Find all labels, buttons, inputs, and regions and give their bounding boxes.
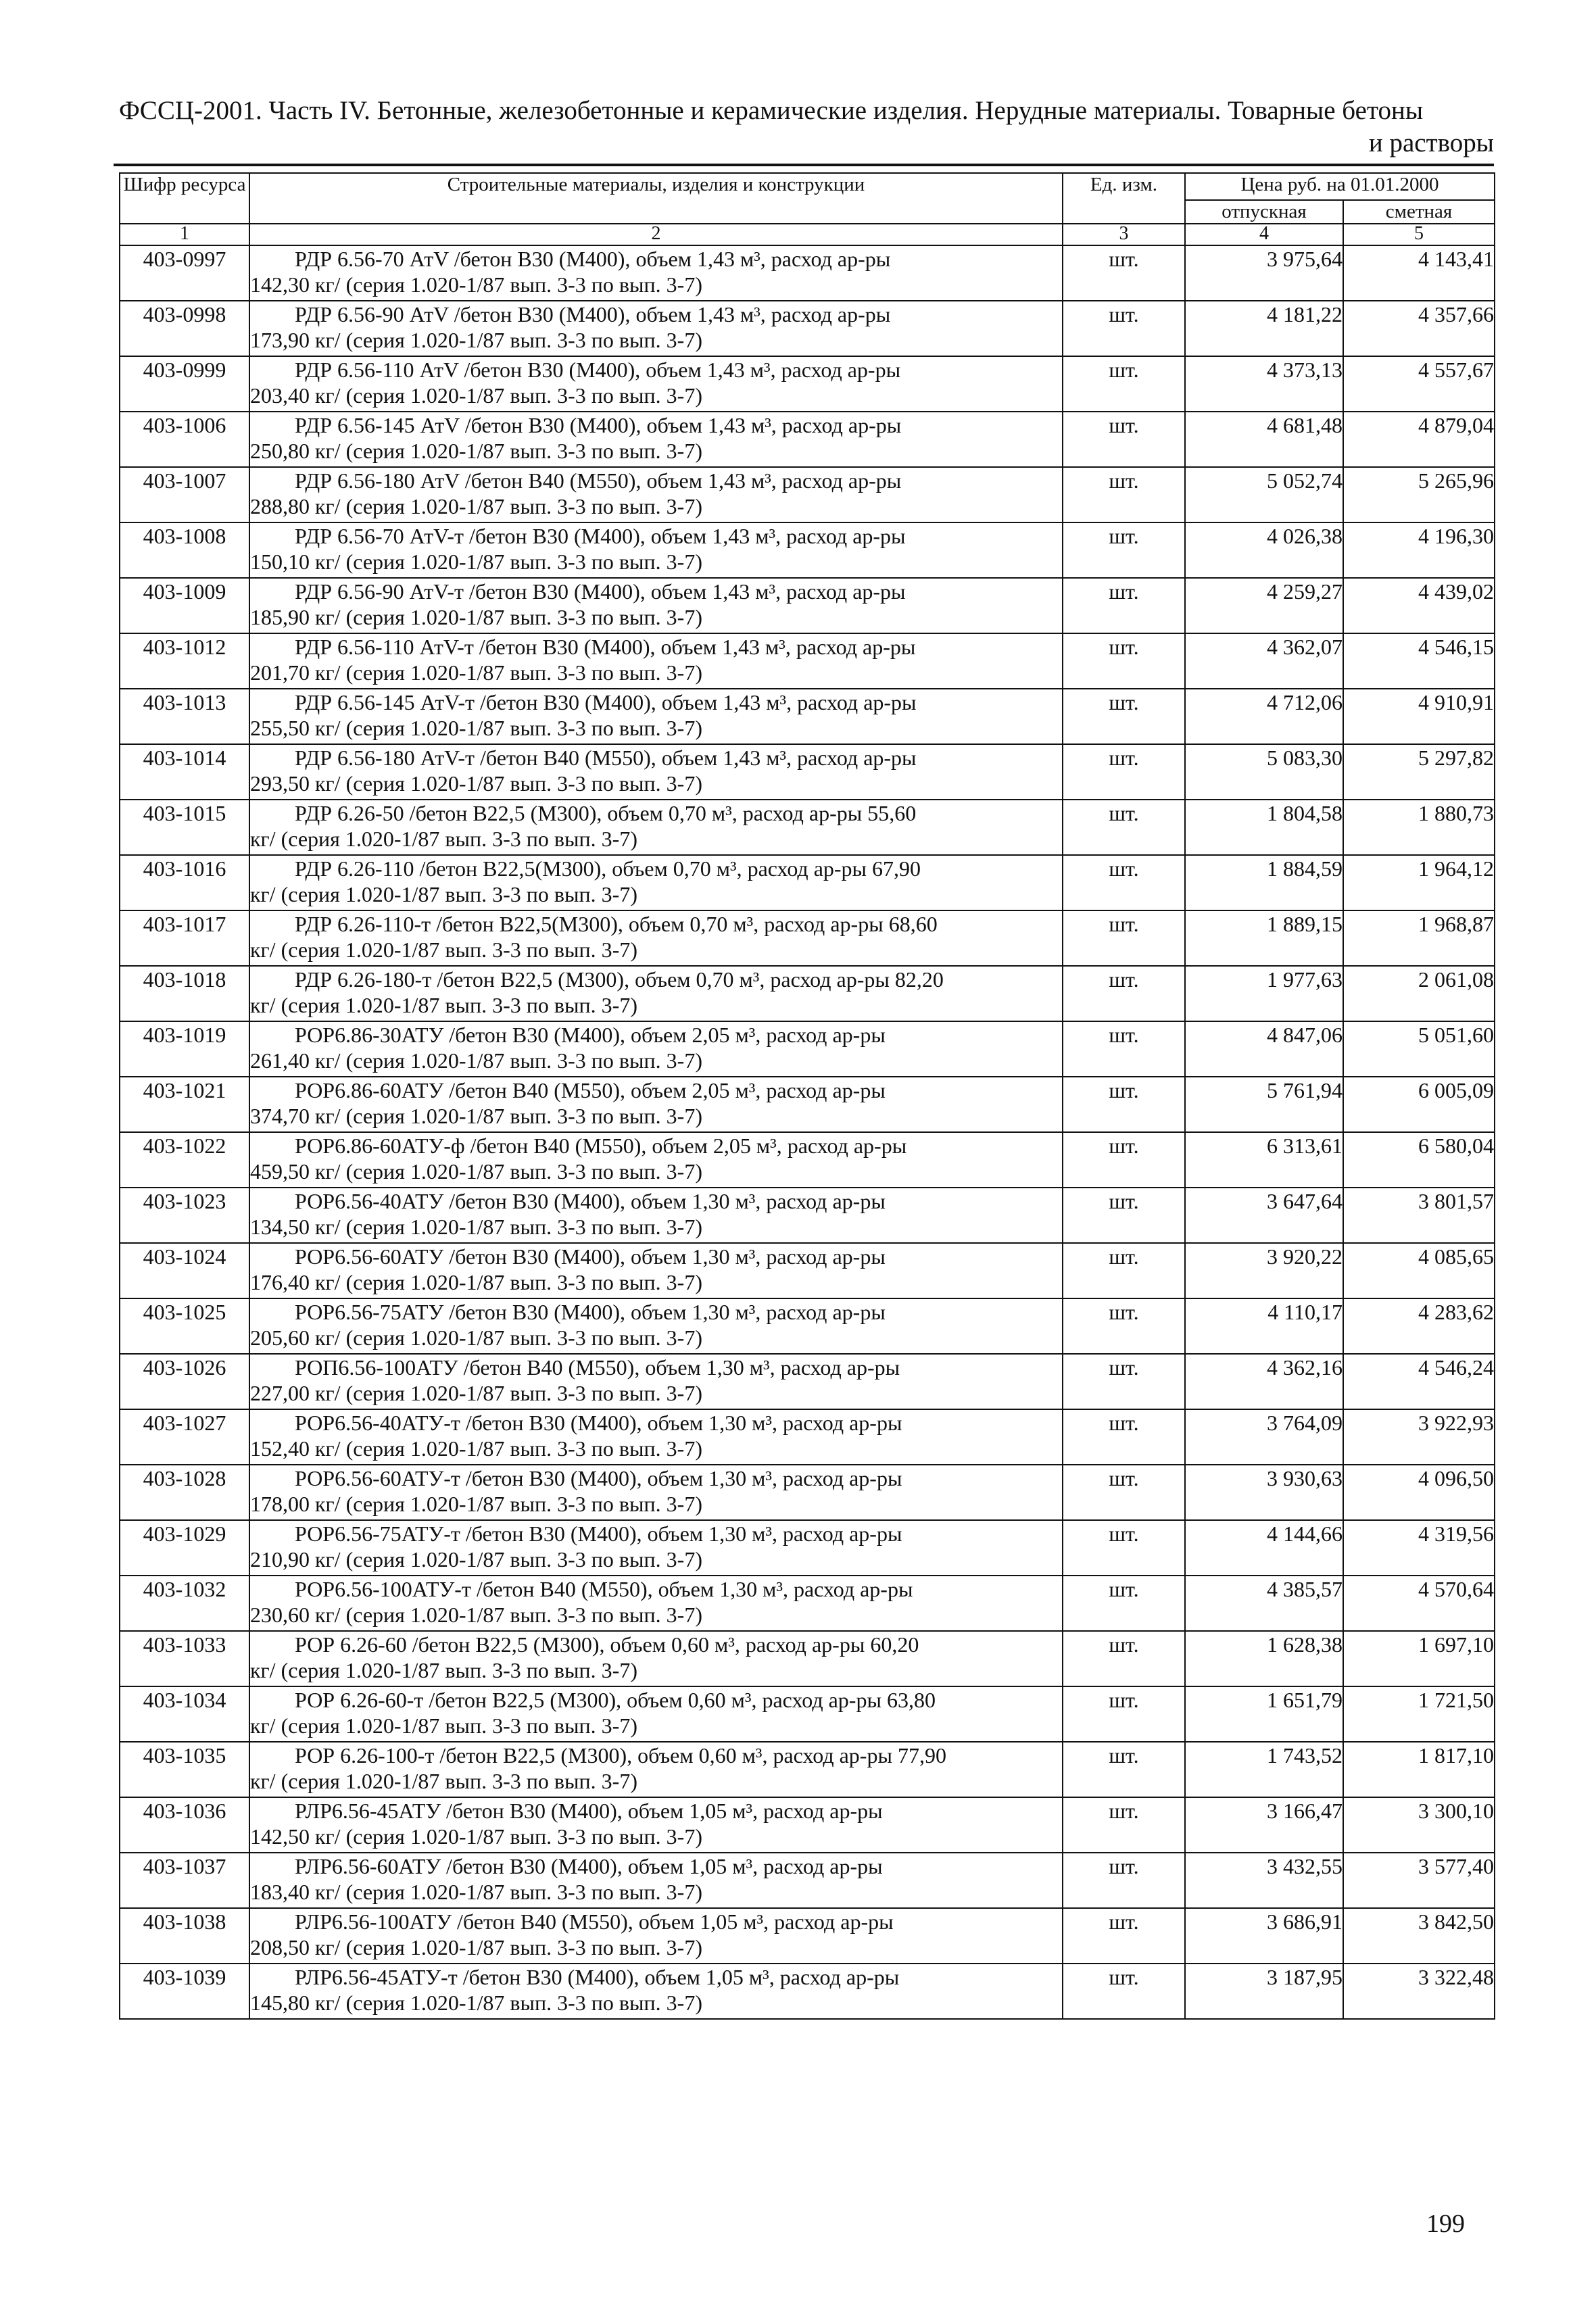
page-header xyxy=(119,95,1494,160)
estimate-price: 3 922,93 xyxy=(1343,1409,1495,1465)
unit-of-measure: шт. xyxy=(1063,578,1185,633)
header-name: Строительные материалы, изделия и конструкции xyxy=(249,173,1063,224)
material-description xyxy=(249,1631,1063,1686)
release-price: 1 743,52 xyxy=(1185,1742,1343,1797)
estimate-price: 4 283,62 xyxy=(1343,1298,1495,1354)
estimate-price: 4 570,64 xyxy=(1343,1576,1495,1631)
header-price-group: Цена руб. на 01.01.2000 xyxy=(1185,173,1495,200)
material-description xyxy=(249,301,1063,356)
description-line1: РОР6.86-30АТУ /бетон В30 (М400), объем 2,05 м³, расход ар-ры xyxy=(295,1023,886,1047)
resource-code: 403-1018 xyxy=(120,966,249,1021)
estimate-price: 4 557,67 xyxy=(1343,356,1495,412)
release-price: 3 187,95 xyxy=(1185,1964,1343,2019)
unit-of-measure: шт. xyxy=(1063,245,1185,301)
resource-code: 403-1022 xyxy=(120,1132,249,1188)
estimate-price: 4 910,91 xyxy=(1343,689,1495,744)
table-row xyxy=(120,578,1495,633)
column-number: 2 xyxy=(249,224,1063,245)
description-line2: 142,50 кг/ (серия 1.020-1/87 вып. 3-3 по вып. 3-7) xyxy=(250,1824,702,1849)
material-description xyxy=(249,1465,1063,1520)
material-description xyxy=(249,689,1063,744)
column-number: 4 xyxy=(1185,224,1343,245)
estimate-price: 4 546,15 xyxy=(1343,633,1495,689)
header-estimate-price: сметная xyxy=(1343,200,1495,224)
material-description xyxy=(249,578,1063,633)
table-row xyxy=(120,1853,1495,1908)
description-line2: 185,90 кг/ (серия 1.020-1/87 вып. 3-3 по вып. 3-7) xyxy=(250,605,702,629)
release-price: 3 920,22 xyxy=(1185,1243,1343,1298)
description-line1: РДР 6.56-70 АтV /бетон В30 (М400), объем 1,43 м³, расход ар-ры xyxy=(295,247,891,271)
resource-code: 403-1009 xyxy=(120,578,249,633)
resource-code: 403-1038 xyxy=(120,1908,249,1964)
description-line1: РДР 6.56-110 АтV /бетон В30 (М400), объем 1,43 м³, расход ар-ры xyxy=(295,358,901,382)
unit-of-measure: шт. xyxy=(1063,1132,1185,1188)
unit-of-measure: шт. xyxy=(1063,1520,1185,1576)
estimate-price: 3 842,50 xyxy=(1343,1908,1495,1964)
description-line1: РДР 6.26-110-т /бетон В22,5(М300), объем 0,70 м³, расход ар-ры 68,60 xyxy=(295,912,938,936)
unit-of-measure: шт. xyxy=(1063,1409,1185,1465)
estimate-price: 1 964,12 xyxy=(1343,855,1495,910)
release-price: 3 975,64 xyxy=(1185,245,1343,301)
resource-code: 403-1013 xyxy=(120,689,249,744)
description-line2: 142,30 кг/ (серия 1.020-1/87 вып. 3-3 по вып. 3-7) xyxy=(250,272,702,297)
unit-of-measure: шт. xyxy=(1063,1908,1185,1964)
release-price: 1 628,38 xyxy=(1185,1631,1343,1686)
description-line2: 152,40 кг/ (серия 1.020-1/87 вып. 3-3 по вып. 3-7) xyxy=(250,1436,702,1461)
unit-of-measure: шт. xyxy=(1063,522,1185,578)
table-row xyxy=(120,1354,1495,1409)
description-line1: РДР 6.26-50 /бетон В22,5 (М300), объем 0,70 м³, расход ар-ры 55,60 xyxy=(295,801,917,825)
unit-of-measure: шт. xyxy=(1063,633,1185,689)
unit-of-measure: шт. xyxy=(1063,1188,1185,1243)
unit-of-measure: шт. xyxy=(1063,1354,1185,1409)
estimate-price: 1 880,73 xyxy=(1343,800,1495,855)
estimate-price: 2 061,08 xyxy=(1343,966,1495,1021)
description-line2: 176,40 кг/ (серия 1.020-1/87 вып. 3-3 по вып. 3-7) xyxy=(250,1270,702,1294)
release-price: 4 681,48 xyxy=(1185,412,1343,467)
description-line1: РОР6.86-60АТУ-ф /бетон В40 (М550), объем 2,05 м³, расход ар-ры xyxy=(295,1134,907,1158)
resource-code: 403-1014 xyxy=(120,744,249,800)
release-price: 4 362,16 xyxy=(1185,1354,1343,1409)
estimate-price: 3 300,10 xyxy=(1343,1797,1495,1853)
estimate-price: 3 801,57 xyxy=(1343,1188,1495,1243)
release-price: 4 373,13 xyxy=(1185,356,1343,412)
material-description xyxy=(249,1853,1063,1908)
resource-code: 403-1023 xyxy=(120,1188,249,1243)
table-row xyxy=(120,1465,1495,1520)
resource-code: 403-1016 xyxy=(120,855,249,910)
estimate-price: 3 322,48 xyxy=(1343,1964,1495,2019)
header-title-line1: ФССЦ-2001. Часть IV. Бетонные, железобетонные и керамические изделия. Нерудные материалы. Товарные бетоны xyxy=(119,96,1424,125)
table-row xyxy=(120,855,1495,910)
resource-code: 403-1029 xyxy=(120,1520,249,1576)
estimate-price: 5 051,60 xyxy=(1343,1021,1495,1077)
description-line1: РДР 6.26-180-т /бетон В22,5 (М300), объем 0,70 м³, расход ар-ры 82,20 xyxy=(295,967,944,992)
table-row xyxy=(120,633,1495,689)
material-description xyxy=(249,1243,1063,1298)
header-unit: Ед. изм. xyxy=(1063,173,1185,224)
release-price: 3 686,91 xyxy=(1185,1908,1343,1964)
table-row xyxy=(120,245,1495,301)
release-price: 6 313,61 xyxy=(1185,1132,1343,1188)
description-line2: 145,80 кг/ (серия 1.020-1/87 вып. 3-3 по вып. 3-7) xyxy=(250,1991,702,2015)
release-price: 4 026,38 xyxy=(1185,522,1343,578)
description-line1: РОР6.56-75АТУ-т /бетон В30 (М400), объем 1,30 м³, расход ар-ры xyxy=(295,1521,902,1546)
estimate-price: 6 580,04 xyxy=(1343,1132,1495,1188)
description-line2: 183,40 кг/ (серия 1.020-1/87 вып. 3-3 по вып. 3-7) xyxy=(250,1880,702,1904)
table-row xyxy=(120,1964,1495,2019)
estimate-price: 4 319,56 xyxy=(1343,1520,1495,1576)
description-line2: 459,50 кг/ (серия 1.020-1/87 вып. 3-3 по вып. 3-7) xyxy=(250,1159,702,1184)
unit-of-measure: шт. xyxy=(1063,1298,1185,1354)
unit-of-measure: шт. xyxy=(1063,1021,1185,1077)
description-line2: 227,00 кг/ (серия 1.020-1/87 вып. 3-3 по вып. 3-7) xyxy=(250,1381,702,1405)
release-price: 5 761,94 xyxy=(1185,1077,1343,1132)
material-description xyxy=(249,744,1063,800)
description-line2: 173,90 кг/ (серия 1.020-1/87 вып. 3-3 по вып. 3-7) xyxy=(250,328,702,352)
description-line1: РОР 6.26-100-т /бетон В22,5 (М300), объем 0,60 м³, расход ар-ры 77,90 xyxy=(295,1743,946,1768)
unit-of-measure: шт. xyxy=(1063,1742,1185,1797)
column-number-row xyxy=(120,224,1495,245)
resource-code: 403-1032 xyxy=(120,1576,249,1631)
description-line1: РДР 6.56-110 АтV-т /бетон В30 (М400), объем 1,43 м³, расход ар-ры xyxy=(295,635,916,659)
material-description xyxy=(249,522,1063,578)
release-price: 4 259,27 xyxy=(1185,578,1343,633)
estimate-price: 3 577,40 xyxy=(1343,1853,1495,1908)
release-price: 4 362,07 xyxy=(1185,633,1343,689)
resource-code: 403-1017 xyxy=(120,910,249,966)
table-row xyxy=(120,1409,1495,1465)
release-price: 3 166,47 xyxy=(1185,1797,1343,1853)
material-description xyxy=(249,1964,1063,2019)
release-price: 5 083,30 xyxy=(1185,744,1343,800)
header-code: Шифр ресурса xyxy=(120,173,249,224)
release-price: 1 804,58 xyxy=(1185,800,1343,855)
material-description xyxy=(249,467,1063,522)
release-price: 1 977,63 xyxy=(1185,966,1343,1021)
estimate-price: 4 196,30 xyxy=(1343,522,1495,578)
estimate-price: 1 721,50 xyxy=(1343,1686,1495,1742)
estimate-price: 1 817,10 xyxy=(1343,1742,1495,1797)
material-description xyxy=(249,855,1063,910)
unit-of-measure: шт. xyxy=(1063,356,1185,412)
resource-code: 403-0997 xyxy=(120,245,249,301)
release-price: 3 930,63 xyxy=(1185,1465,1343,1520)
resource-code: 403-1033 xyxy=(120,1631,249,1686)
description-line1: РОР6.56-40АТУ /бетон В30 (М400), объем 1,30 м³, расход ар-ры xyxy=(295,1189,886,1213)
material-description xyxy=(249,1077,1063,1132)
description-line1: РОР6.56-60АТУ-т /бетон В30 (М400), объем 1,30 м³, расход ар-ры xyxy=(295,1466,902,1490)
unit-of-measure: шт. xyxy=(1063,1243,1185,1298)
resource-code: 403-0998 xyxy=(120,301,249,356)
description-line2: 203,40 кг/ (серия 1.020-1/87 вып. 3-3 по вып. 3-7) xyxy=(250,383,702,408)
material-description xyxy=(249,910,1063,966)
unit-of-measure: шт. xyxy=(1063,1964,1185,2019)
resource-code: 403-1035 xyxy=(120,1742,249,1797)
unit-of-measure: шт. xyxy=(1063,412,1185,467)
description-line1: РЛР6.56-45АТУ /бетон В30 (М400), объем 1,05 м³, расход ар-ры xyxy=(295,1799,883,1823)
estimate-price: 1 968,87 xyxy=(1343,910,1495,966)
resource-code: 403-1024 xyxy=(120,1243,249,1298)
release-price: 4 847,06 xyxy=(1185,1021,1343,1077)
description-line1: РОР6.56-75АТУ /бетон В30 (М400), объем 1,30 м³, расход ар-ры xyxy=(295,1300,886,1324)
estimate-price: 4 546,24 xyxy=(1343,1354,1495,1409)
description-line1: РДР 6.56-180 АтV /бетон В40 (М550), объем 1,43 м³, расход ар-ры xyxy=(295,468,902,493)
table-row xyxy=(120,689,1495,744)
resource-code: 403-1019 xyxy=(120,1021,249,1077)
material-description xyxy=(249,356,1063,412)
table-row xyxy=(120,301,1495,356)
description-line2: 250,80 кг/ (серия 1.020-1/87 вып. 3-3 по вып. 3-7) xyxy=(250,439,702,463)
description-line1: РОР6.56-40АТУ-т /бетон В30 (М400), объем 1,30 м³, расход ар-ры xyxy=(295,1411,902,1435)
material-description xyxy=(249,1021,1063,1077)
material-description xyxy=(249,1298,1063,1354)
description-line2: кг/ (серия 1.020-1/87 вып. 3-3 по вып. 3-7) xyxy=(250,882,637,906)
table-row xyxy=(120,1686,1495,1742)
table-row xyxy=(120,910,1495,966)
description-line2: 208,50 кг/ (серия 1.020-1/87 вып. 3-3 по вып. 3-7) xyxy=(250,1935,702,1959)
resource-code: 403-1026 xyxy=(120,1354,249,1409)
description-line1: РОР6.56-60АТУ /бетон В30 (М400), объем 1,30 м³, расход ар-ры xyxy=(295,1244,886,1269)
table-row xyxy=(120,744,1495,800)
material-description xyxy=(249,412,1063,467)
release-price: 3 647,64 xyxy=(1185,1188,1343,1243)
table-row xyxy=(120,1576,1495,1631)
release-price: 4 144,66 xyxy=(1185,1520,1343,1576)
estimate-price: 4 143,41 xyxy=(1343,245,1495,301)
description-line2: 150,10 кг/ (серия 1.020-1/87 вып. 3-3 по вып. 3-7) xyxy=(250,550,702,574)
resource-code: 403-1025 xyxy=(120,1298,249,1354)
material-description xyxy=(249,966,1063,1021)
description-line2: кг/ (серия 1.020-1/87 вып. 3-3 по вып. 3-7) xyxy=(250,937,637,962)
table-row xyxy=(120,1631,1495,1686)
table-row xyxy=(120,522,1495,578)
description-line1: РЛР6.56-60АТУ /бетон В30 (М400), объем 1,05 м³, расход ар-ры xyxy=(295,1854,883,1878)
unit-of-measure: шт. xyxy=(1063,1077,1185,1132)
material-description xyxy=(249,1686,1063,1742)
table-row xyxy=(120,356,1495,412)
unit-of-measure: шт. xyxy=(1063,1631,1185,1686)
unit-of-measure: шт. xyxy=(1063,744,1185,800)
price-table xyxy=(119,172,1495,2020)
resource-code: 403-1036 xyxy=(120,1797,249,1853)
release-price: 1 889,15 xyxy=(1185,910,1343,966)
table-row xyxy=(120,1298,1495,1354)
table-body xyxy=(120,245,1495,2019)
unit-of-measure: шт. xyxy=(1063,1465,1185,1520)
description-line1: РДР 6.56-70 АтV-т /бетон В30 (М400), объем 1,43 м³, расход ар-ры xyxy=(295,524,906,548)
description-line2: 205,60 кг/ (серия 1.020-1/87 вып. 3-3 по вып. 3-7) xyxy=(250,1325,702,1350)
description-line2: 178,00 кг/ (серия 1.020-1/87 вып. 3-3 по вып. 3-7) xyxy=(250,1492,702,1516)
description-line1: РОП6.56-100АТУ /бетон В40 (М550), объем 1,30 м³, расход ар-ры xyxy=(295,1355,900,1380)
material-description xyxy=(249,1576,1063,1631)
estimate-price: 6 005,09 xyxy=(1343,1077,1495,1132)
table-row xyxy=(120,1188,1495,1243)
description-line1: РОР 6.26-60 /бетон В22,5 (М300), объем 0,60 м³, расход ар-ры 60,20 xyxy=(295,1632,919,1657)
description-line2: кг/ (серия 1.020-1/87 вып. 3-3 по вып. 3-7) xyxy=(250,993,637,1017)
description-line2: 288,80 кг/ (серия 1.020-1/87 вып. 3-3 по вып. 3-7) xyxy=(250,494,702,518)
release-price: 4 181,22 xyxy=(1185,301,1343,356)
table-row xyxy=(120,1742,1495,1797)
unit-of-measure: шт. xyxy=(1063,910,1185,966)
material-description xyxy=(249,1188,1063,1243)
description-line2: 261,40 кг/ (серия 1.020-1/87 вып. 3-3 по вып. 3-7) xyxy=(250,1048,702,1073)
table-row xyxy=(120,1243,1495,1298)
column-number: 5 xyxy=(1343,224,1495,245)
description-line1: РЛР6.56-100АТУ /бетон В40 (М550), объем 1,05 м³, расход ар-ры xyxy=(295,1909,894,1934)
table-row xyxy=(120,800,1495,855)
description-line1: РДР 6.56-180 АтV-т /бетон В40 (М550), объем 1,43 м³, расход ар-ры xyxy=(295,746,917,770)
resource-code: 403-1008 xyxy=(120,522,249,578)
description-line1: РДР 6.56-145 АтV /бетон В30 (М400), объем 1,43 м³, расход ар-ры xyxy=(295,413,902,437)
estimate-price: 4 439,02 xyxy=(1343,578,1495,633)
description-line2: 230,60 кг/ (серия 1.020-1/87 вып. 3-3 по вып. 3-7) xyxy=(250,1603,702,1627)
unit-of-measure: шт. xyxy=(1063,689,1185,744)
material-description xyxy=(249,1742,1063,1797)
release-price: 3 432,55 xyxy=(1185,1853,1343,1908)
resource-code: 403-1007 xyxy=(120,467,249,522)
resource-code: 403-1034 xyxy=(120,1686,249,1742)
table-row xyxy=(120,1077,1495,1132)
unit-of-measure: шт. xyxy=(1063,467,1185,522)
description-line2: 255,50 кг/ (серия 1.020-1/87 вып. 3-3 по вып. 3-7) xyxy=(250,716,702,740)
table-row xyxy=(120,1132,1495,1188)
material-description xyxy=(249,245,1063,301)
column-number: 3 xyxy=(1063,224,1185,245)
resource-code: 403-1037 xyxy=(120,1853,249,1908)
release-price: 3 764,09 xyxy=(1185,1409,1343,1465)
resource-code: 403-1006 xyxy=(120,412,249,467)
unit-of-measure: шт. xyxy=(1063,966,1185,1021)
material-description xyxy=(249,1354,1063,1409)
material-description xyxy=(249,1797,1063,1853)
material-description xyxy=(249,1520,1063,1576)
release-price: 4 110,17 xyxy=(1185,1298,1343,1354)
estimate-price: 1 697,10 xyxy=(1343,1631,1495,1686)
table-row xyxy=(120,966,1495,1021)
description-line1: РДР 6.56-145 АтV-т /бетон В30 (М400), объем 1,43 м³, расход ар-ры xyxy=(295,690,917,714)
material-description xyxy=(249,1409,1063,1465)
description-line1: РДР 6.56-90 АтV /бетон В30 (М400), объем 1,43 м³, расход ар-ры xyxy=(295,302,891,326)
estimate-price: 5 265,96 xyxy=(1343,467,1495,522)
header-rule xyxy=(114,164,1494,166)
description-line2: 293,50 кг/ (серия 1.020-1/87 вып. 3-3 по вып. 3-7) xyxy=(250,771,702,796)
estimate-price: 4 879,04 xyxy=(1343,412,1495,467)
description-line2: 134,50 кг/ (серия 1.020-1/87 вып. 3-3 по вып. 3-7) xyxy=(250,1215,702,1239)
table-row xyxy=(120,1908,1495,1964)
resource-code: 403-1027 xyxy=(120,1409,249,1465)
estimate-price: 4 085,65 xyxy=(1343,1243,1495,1298)
resource-code: 403-1021 xyxy=(120,1077,249,1132)
table-row xyxy=(120,1520,1495,1576)
header-release-price: отпускная xyxy=(1185,200,1343,224)
resource-code: 403-1012 xyxy=(120,633,249,689)
description-line2: кг/ (серия 1.020-1/87 вып. 3-3 по вып. 3-7) xyxy=(250,1658,637,1682)
release-price: 5 052,74 xyxy=(1185,467,1343,522)
material-description xyxy=(249,800,1063,855)
unit-of-measure: шт. xyxy=(1063,1853,1185,1908)
description-line2: кг/ (серия 1.020-1/87 вып. 3-3 по вып. 3-7) xyxy=(250,1713,637,1738)
description-line1: РОР6.56-100АТУ-т /бетон В40 (М550), объем 1,30 м³, расход ар-ры xyxy=(295,1577,913,1601)
material-description xyxy=(249,1132,1063,1188)
header-title-line2: и растворы xyxy=(1368,128,1494,157)
estimate-price: 4 357,66 xyxy=(1343,301,1495,356)
resource-code: 403-1015 xyxy=(120,800,249,855)
unit-of-measure: шт. xyxy=(1063,800,1185,855)
unit-of-measure: шт. xyxy=(1063,1797,1185,1853)
release-price: 1 651,79 xyxy=(1185,1686,1343,1742)
unit-of-measure: шт. xyxy=(1063,855,1185,910)
estimate-price: 5 297,82 xyxy=(1343,744,1495,800)
table-row xyxy=(120,1797,1495,1853)
description-line2: 374,70 кг/ (серия 1.020-1/87 вып. 3-3 по вып. 3-7) xyxy=(250,1104,702,1128)
resource-code: 403-0999 xyxy=(120,356,249,412)
description-line2: кг/ (серия 1.020-1/87 вып. 3-3 по вып. 3-7) xyxy=(250,1769,637,1793)
table-row xyxy=(120,1021,1495,1077)
estimate-price: 4 096,50 xyxy=(1343,1465,1495,1520)
description-line1: РОР6.86-60АТУ /бетон В40 (М550), объем 2,05 м³, расход ар-ры xyxy=(295,1078,886,1102)
description-line1: РДР 6.56-90 АтV-т /бетон В30 (М400), объем 1,43 м³, расход ар-ры xyxy=(295,579,906,604)
description-line1: РОР 6.26-60-т /бетон В22,5 (М300), объем 0,60 м³, расход ар-ры 63,80 xyxy=(295,1688,936,1712)
description-line1: РДР 6.26-110 /бетон В22,5(М300), объем 0,70 м³, расход ар-ры 67,90 xyxy=(295,856,921,881)
release-price: 1 884,59 xyxy=(1185,855,1343,910)
unit-of-measure: шт. xyxy=(1063,1686,1185,1742)
unit-of-measure: шт. xyxy=(1063,1576,1185,1631)
release-price: 4 385,57 xyxy=(1185,1576,1343,1631)
description-line2: кг/ (серия 1.020-1/87 вып. 3-3 по вып. 3-7) xyxy=(250,827,637,851)
release-price: 4 712,06 xyxy=(1185,689,1343,744)
table-row xyxy=(120,467,1495,522)
description-line2: 210,90 кг/ (серия 1.020-1/87 вып. 3-3 по вып. 3-7) xyxy=(250,1547,702,1571)
description-line2: 201,70 кг/ (серия 1.020-1/87 вып. 3-3 по вып. 3-7) xyxy=(250,660,702,685)
resource-code: 403-1039 xyxy=(120,1964,249,2019)
table-row xyxy=(120,412,1495,467)
resource-code: 403-1028 xyxy=(120,1465,249,1520)
column-number: 1 xyxy=(120,224,249,245)
unit-of-measure: шт. xyxy=(1063,301,1185,356)
material-description xyxy=(249,1908,1063,1964)
page-number: 199 xyxy=(1426,2210,1465,2238)
description-line1: РЛР6.56-45АТУ-т /бетон В30 (М400), объем 1,05 м³, расход ар-ры xyxy=(295,1965,900,1989)
material-description xyxy=(249,633,1063,689)
